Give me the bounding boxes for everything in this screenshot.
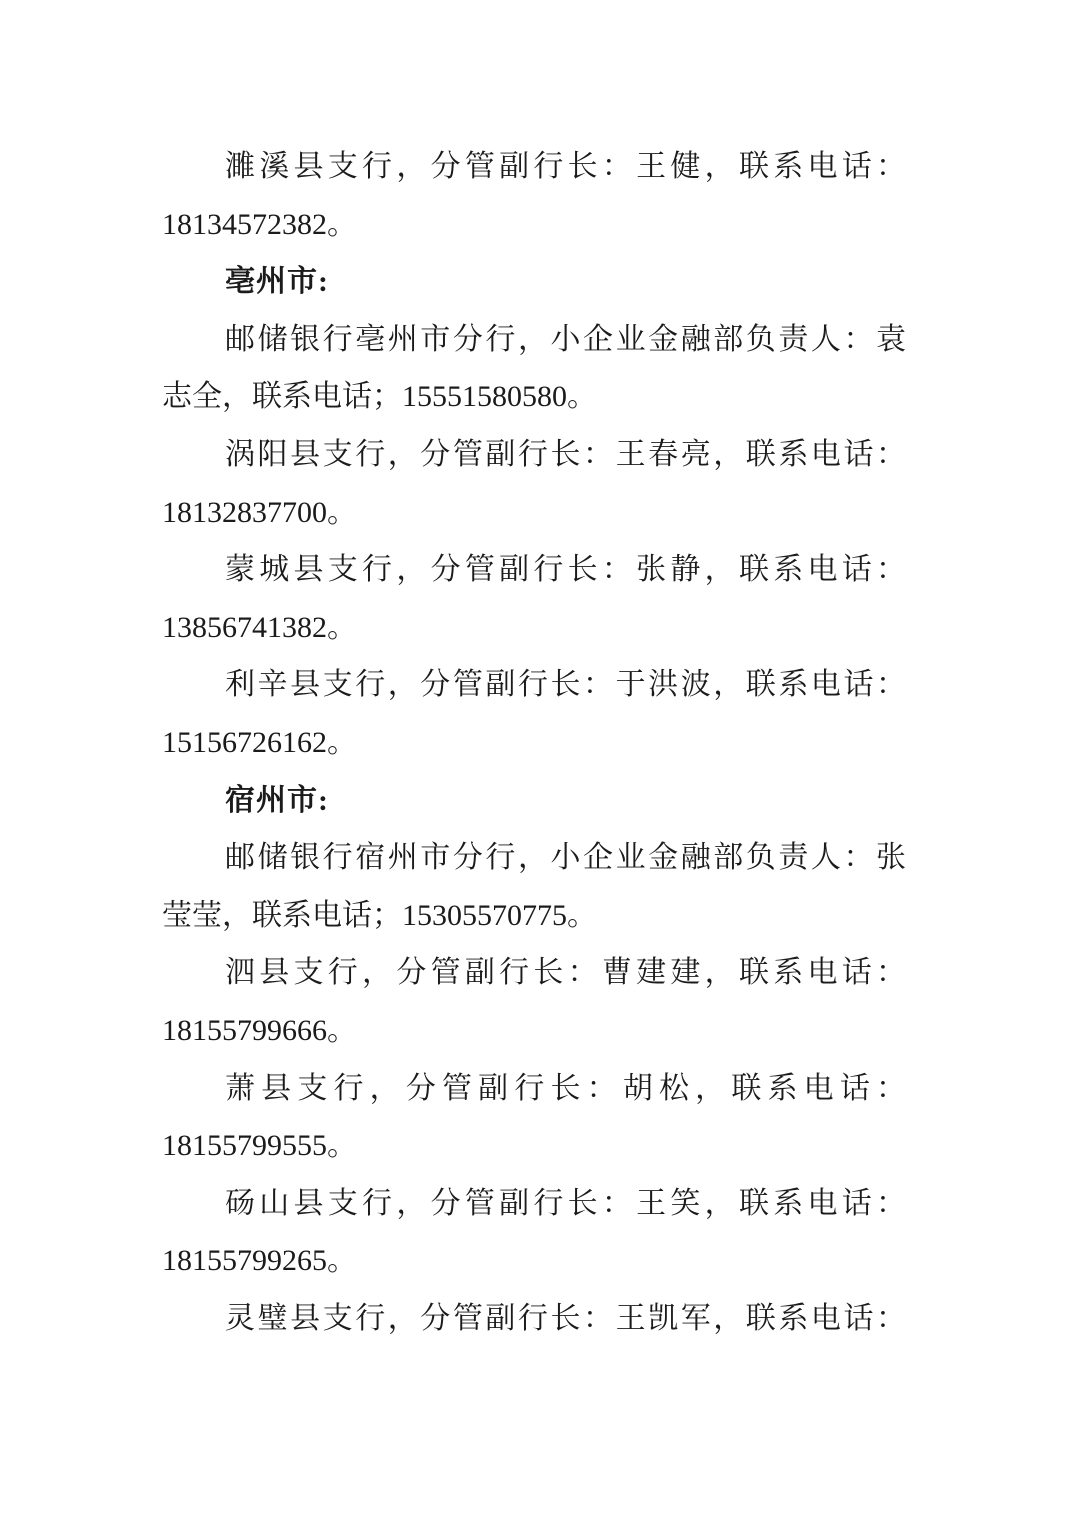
doc-line-guoyang-phone: 18132837700。 (162, 495, 357, 529)
doc-line-suixi-phone: 18134572382。 (162, 207, 357, 241)
doc-line-bozhou-branch: 邮储银行亳州市分行，小企业金融部负责人：袁 (225, 322, 906, 356)
doc-line-lixin-phone: 15156726162。 (162, 725, 357, 759)
doc-line-sixian-branch: 泗县支行，分管副行长：曹建建，联系电话： (225, 956, 906, 990)
doc-line-suzhou-phone: 莹莹，联系电话；15305570775。 (162, 898, 597, 932)
doc-line-lingbi-branch: 灵璧县支行，分管副行长：王凯军，联系电话： (225, 1301, 906, 1335)
document-body (162, 138, 906, 1347)
doc-line-xiaoxian-branch: 萧县支行，分管副行长：胡松，联系电话： (225, 1071, 906, 1105)
section-heading-bozhou: 亳州市: (225, 265, 329, 299)
doc-line-mengcheng-branch: 蒙城县支行，分管副行长：张静，联系电话： (225, 553, 906, 587)
doc-line-dangshan-branch: 砀山县支行，分管副行长：王笑，联系电话： (225, 1186, 906, 1220)
doc-line-suixi-branch: 濉溪县支行，分管副行长：王健，联系电话： (225, 150, 906, 183)
section-heading-suzhou: 宿州市: (225, 783, 329, 817)
doc-line-guoyang-branch: 涡阳县支行，分管副行长：王春亮，联系电话： (225, 437, 906, 471)
doc-line-dangshan-phone: 18155799265。 (162, 1244, 357, 1278)
doc-line-mengcheng-phone: 13856741382。 (162, 610, 357, 644)
doc-line-sixian-phone: 18155799666。 (162, 1013, 357, 1047)
doc-line-lixin-branch: 利辛县支行，分管副行长：于洪波，联系电话： (225, 668, 906, 702)
doc-line-bozhou-phone: 志全，联系电话；15551580580。 (162, 380, 597, 414)
doc-line-suzhou-branch: 邮储银行宿州市分行，小企业金融部负责人：张 (225, 841, 906, 875)
doc-line-xiaoxian-phone: 18155799555。 (162, 1129, 357, 1163)
